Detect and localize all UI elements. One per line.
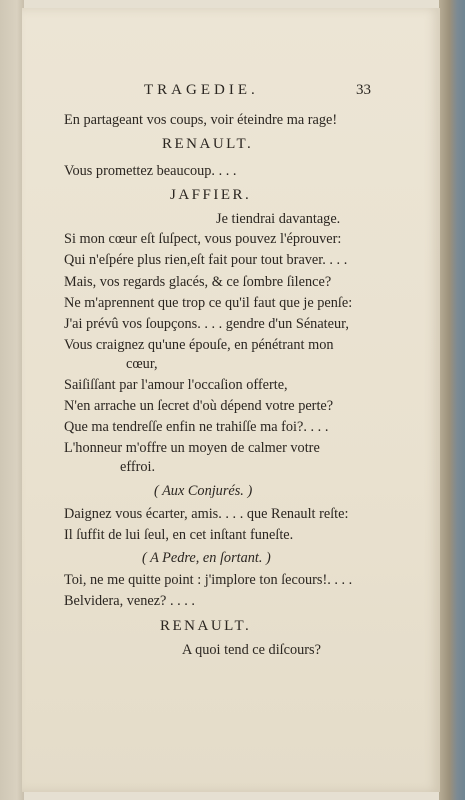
book-page [22, 8, 440, 792]
verse-line: N'en arrache un ſecret d'où dépend votre perte? [64, 398, 334, 414]
verse-line-continuation: cœur, [126, 356, 158, 372]
verse-line: En partageant vos coups, voir éteindre ma rage! [64, 112, 338, 128]
stage-direction: ( A Pedre, en ſortant. ) [142, 550, 271, 566]
verse-line-continuation: effroi. [120, 459, 156, 475]
verse-line: Qui n'eſpére plus rien,eſt fait pour tout braver. . . . [64, 252, 348, 268]
speaker-name: RENAULT. [162, 136, 254, 152]
verse-line: Je tiendrai davantage. [216, 211, 341, 227]
verse-line: Saiſiſſant par l'amour l'occaſion offerte, [64, 377, 288, 393]
book-spine-shadow [0, 0, 24, 800]
verse-line: Si mon cœur eſt ſuſpect, vous pouvez l'éprouver: [64, 231, 342, 247]
verse-line: Toi, ne me quitte point : j'implore ton ſecours!. . . . [64, 572, 353, 588]
book-edge [439, 0, 465, 800]
verse-line: Vous craignez qu'une épouſe, en pénétrant mon [64, 337, 334, 353]
verse-line: A quoi tend ce diſcours? [182, 642, 321, 658]
verse-line: L'honneur m'offre un moyen de calmer votre [64, 440, 320, 456]
speaker-name: RENAULT. [160, 618, 252, 634]
verse-line: Belvidera, venez? . . . . [64, 593, 195, 609]
verse-line: Ne m'aprennent que trop ce qu'il faut que je penſe: [64, 295, 353, 311]
verse-line: Que ma tendreſſe enfin ne trahiſſe ma foi?. . . . [64, 419, 329, 435]
verse-line: Daignez vous écarter, amis. . . . que Renault reſte: [64, 506, 349, 522]
verse-line: Mais, vos regards glacés, & ce ſombre ſilence? [64, 274, 332, 290]
verse-line: Vous promettez beaucoup. . . . [64, 163, 237, 179]
running-title: TRAGEDIE. [144, 82, 259, 98]
page-number: 33 [356, 82, 371, 98]
stage-direction: ( Aux Conjurés. ) [154, 483, 253, 499]
speaker-name: JAFFIER. [170, 187, 252, 203]
verse-line: Il ſuffit de lui ſeul, en cet inſtant funeſte. [64, 527, 294, 543]
verse-line: J'ai prévû vos ſoupçons. . . . gendre d'un Sénateur, [64, 316, 349, 332]
